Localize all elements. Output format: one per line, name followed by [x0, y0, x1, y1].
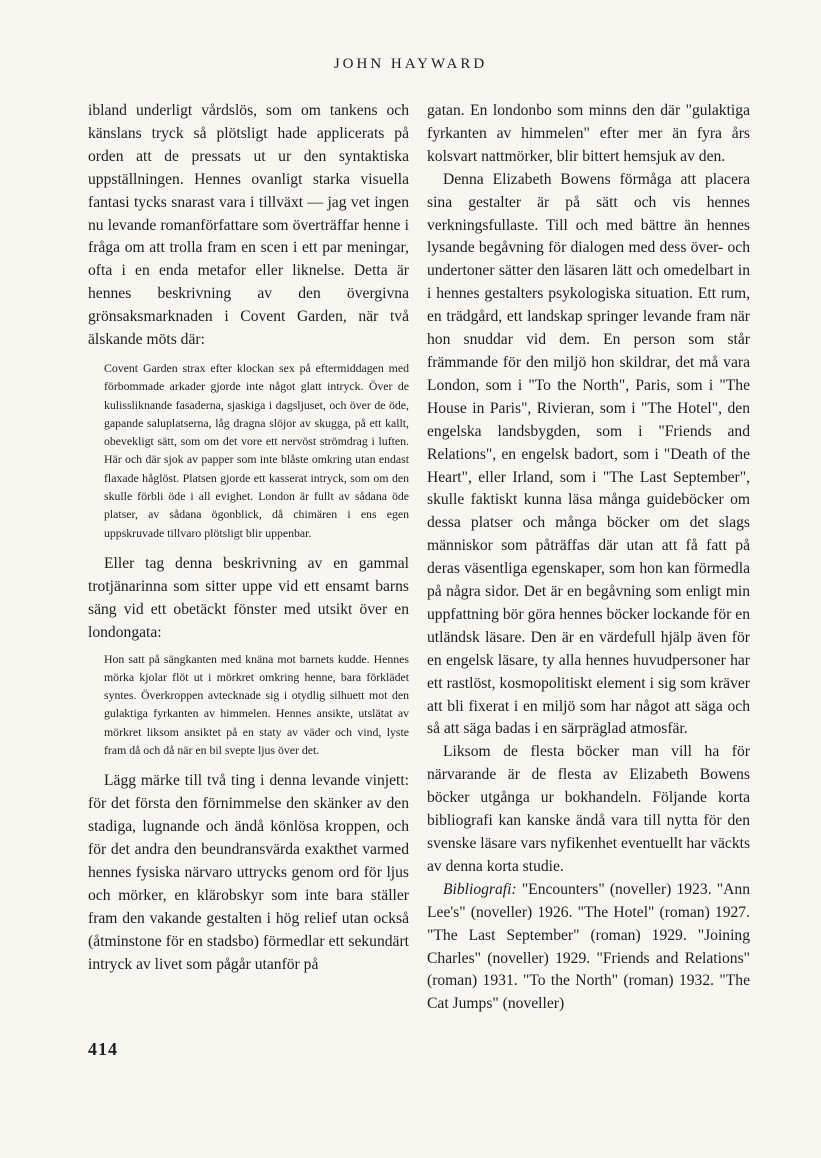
right-paragraph-2: Denna Elizabeth Bowens förmåga att placera sina gestalter är på sätt och vis hennes verkningsfullaste. Till och med bättre än hennes lysande begåvning för dialogen med dess över- och undertoner sätter den läsaren lätt och omedelbart in i hennes gestalters psykologiska situation. Ett rum, en trädgård, ett landskap springer levande fram när hon snuddar vid dem. En person som står främmande för den miljö hon skildrar, det må vara London, som i "To the North", Paris, som i "The House in Paris", Rivieran, som i "The Hotel", den engelska landsbygden, som i "Friends and Relations", en engelsk badort, som i "Death of the Heart", eller Irland, som i "The Last September", skulle faktiskt kunna läsa många guideböcker om dessa platser och många böcker om det slags människor som påträffas där utan att få fatt på deras väsentliga egenskaper, som hon kan förmedla på några sidor. Det är en begåvning som enligt min uppfattning bör göra hennes böcker lockande för en utländsk läsare. Den är en värdefull hjälp även för en engelsk läsare, ty alla hennes huvudpersoner har ett rastlöst, kosmopolitiskt element i sig som kräver att bli fixerat i en miljö som har något att säga och så att säga badas i en särpräglad atmosfär. [427, 170, 750, 738]
left-column [88, 100, 409, 977]
left-paragraph-2: Eller tag denna beskrivning av en gammal trotjänarinna som sitter uppe vid ett ensamt barns säng vid ett obetäckt fönster med utsikt över en londongata: [88, 554, 409, 641]
left-paragraph-1: ibland underligt vårdslös, som om tankens och känslans tryck så plötsligt hade applicerats på orden att de pressats ut ur den syntaktiska uppställningen. Hennes ovanligt starka visuella fantasi tycks snarast vara i tillväxt — jag vet ingen nu levande romanförfattare som överträffar henne i fråga om att trolla fram en scen i ett par meningar, ofta i en enda metafor eller liknelse. Detta är hennes beskrivning av den övergivna grönsaksmarknaden i Covent Garden, när två älskande möts där: [88, 102, 409, 349]
block-quote-nurse: Hon satt på sängkanten med knäna mot barnets kudde. Hennes mörka kjolar flöt ut i mörkret omkring henne, bara förklädet syntes. Överkroppen avtecknade sig i otydlig silhuett mot den gulaktiga fyrkanten av himmelen. Hennes ansikte, utslätat av mörkret liksom ansiktet på en staty av väder och vind, lyste fram då och då när en bil svepte ljus över det. [104, 651, 409, 758]
bibliography-text: "Encounters" (noveller) 1923. "Ann Lee's" (noveller) 1926. "The Hotel" (roman) 1927. "The Last September" (roman) 1929. "Joining Charles" (noveller) 1929. "Friends and Relations" (roman) 1931. "To the North" (roman) 1932. "The Cat Jumps" (noveller) [427, 880, 750, 1013]
running-head: JOHN HAYWARD [333, 56, 488, 72]
page-number: 414 [88, 1039, 118, 1059]
right-paragraph-3: Liksom de flesta böcker man vill ha för närvarande är de flesta av Elizabeth Bowens böcker utgånga ur bokhandeln. Följande korta bibliografi kan kanske ändå vara till nytta för den svenske läsare vars nyfikenhet eventuellt har väckts av denna korta studie. [427, 743, 751, 875]
right-paragraph-1: gatan. En londonbo som minns den där "gulaktiga fyrkanten av himmelen" efter mer än fyra års kolsvart nattmörker, blir bittert hemsjuk av den. [427, 102, 750, 165]
bibliography-label: Bibliografi: [443, 880, 517, 898]
right-column [427, 100, 750, 1016]
left-paragraph-3: Lägg märke till två ting i denna levande vinjett: för det första den förnimmelse den skänker av den stadiga, lugnande och ändå könlösa kroppen, och för det andra den beundransvärda exakthet varmed hennes fysiska närvaro uttrycks genom ord för ljus och mörker, en klärobskyr som inte bara ställer fram den vakande gestalten i hög relief utan också (åtminstone för en stadsbo) förmedlar ett sekundärt intryck av livet som pågår utanför på [88, 772, 409, 973]
block-quote-covent-garden: Covent Garden strax efter klockan sex på eftermiddagen med förbommade arkader gjorde inte något glatt intryck. Över de kulissliknande fasaderna, sjaskiga i dagsljuset, och över de öde, gapande saluplatserna, låg dragna slöjor av skugga, på ett kallt, obevekligt sätt, som om det vore ett nervöst strömdrag i luften. Här och där sjok av papper som inte blåste omkring utan endast flaxade håglöst. Platsen gjorde ett kasserat intryck, som om den skulle förbli öde i all evighet. London är fullt av sådana öde platser, av sådana ögonblick, då chimären i ens egen uppskruvade tillvaro plötsligt blir uppenbar. [104, 360, 409, 540]
bibliography [427, 879, 750, 1016]
